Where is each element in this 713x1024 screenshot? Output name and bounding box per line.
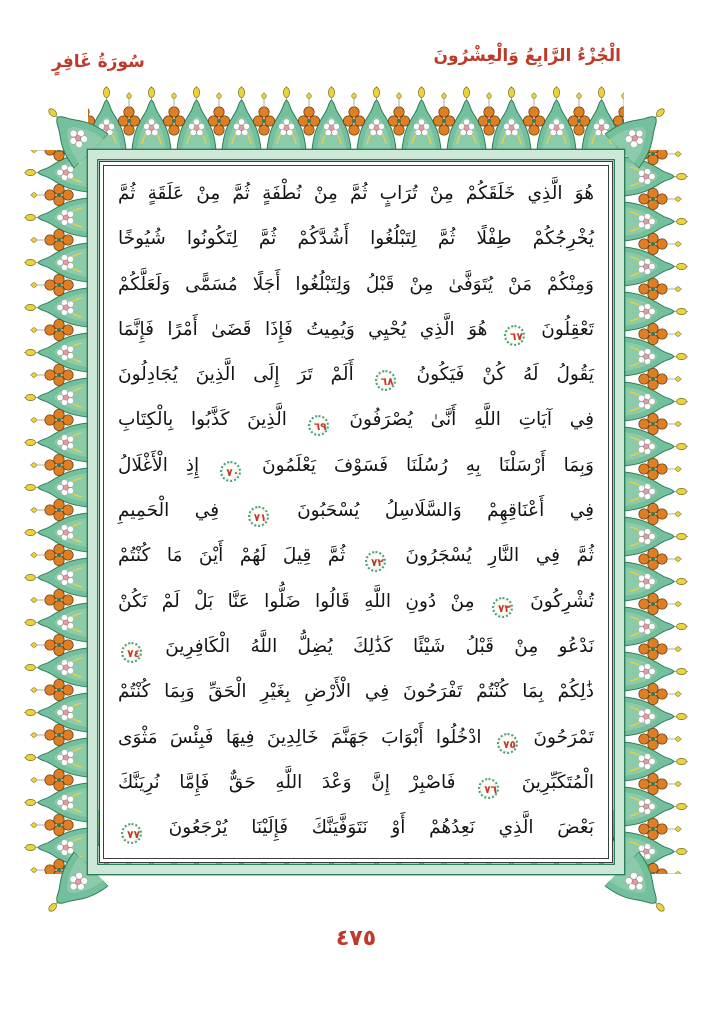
ayah-text: نَدْعُو مِنْ قَبْلُ شَيْئًا كَذَٰلِكَ يُضِلُّ اللَّهُ الْكَافِرِينَ [165, 635, 594, 657]
quran-line [118, 624, 594, 669]
quran-text-block [118, 171, 594, 850]
verse-medallion: ٦٧ [504, 325, 525, 346]
quran-line [118, 443, 594, 488]
quran-line [118, 216, 594, 261]
border-motif-unit [624, 559, 688, 604]
quran-line [118, 352, 594, 397]
border-motif-unit [444, 86, 489, 150]
border-motif-unit [24, 555, 88, 600]
border-motif-unit [624, 604, 688, 649]
border-motif-unit [624, 694, 688, 739]
juz-title: الْجُزْءُ الرَّابِعُ وَالْعِشْرُونَ [433, 46, 621, 66]
ayah-text: بَعْضَ الَّذِي نَعِدُهُمْ أَوْ نَتَوَفَّيَنَّكَ فَإِلَيْنَا يُرْجَعُونَ [168, 817, 594, 839]
surah-title: سُورَةُ غَافِرٍ [52, 52, 145, 72]
ayah-text: الَّذِينَ كَذَّبُوا بِالْكِتَابِ [118, 409, 287, 431]
border-motif-unit [24, 690, 88, 735]
border-motif-unit [24, 510, 88, 555]
quran-line [118, 579, 594, 624]
quran-line [118, 262, 594, 307]
border-motif-unit [24, 240, 88, 285]
text-frame [99, 161, 613, 863]
ayah-text: ادْخُلُوا أَبْوَابَ جَهَنَّمَ خَالِدِينَ فِيهَا فَبِئْسَ مَثْوَى [118, 726, 482, 748]
border-motif-unit [624, 334, 688, 379]
ayah-text: تَمْرَحُونَ [533, 726, 594, 748]
ayah-text: فِي أَعْنَاقِهِمْ وَالسَّلَاسِلُ يُسْحَبُونَ [297, 500, 594, 522]
verse-medallion: ٧٢ [365, 551, 386, 572]
border-motif-unit [354, 86, 399, 150]
verse-medallion: ٧٣ [492, 597, 513, 618]
verse-medallion: ٧٧ [121, 823, 142, 844]
border-motif-unit [24, 195, 88, 240]
border-motif-unit [24, 645, 88, 690]
quran-line [118, 669, 594, 714]
border-motif-unit [624, 784, 688, 829]
border-motif-unit [24, 375, 88, 420]
ayah-text: ثُمَّ فِي النَّارِ يُسْجَرُونَ [405, 545, 594, 567]
border-motif-unit [24, 735, 88, 780]
border-motif-unit [264, 86, 309, 150]
border-motif-unit [489, 86, 534, 150]
quran-line [118, 307, 594, 352]
ayah-text: فَاصْبِرْ إِنَّ وَعْدَ اللَّهِ حَقٌّ فَإِمَّا نُرِيَنَّكَ [118, 771, 456, 793]
ayah-text: تُشْرِكُونَ [530, 590, 594, 612]
border-strip-top [88, 86, 624, 150]
border-motif-unit [624, 739, 688, 784]
ayah-text: وَمِنْكُمْ مَنْ يُتَوَفَّىٰ مِنْ قَبْلُ وَلِتَبْلُغُوا أَجَلًا مُسَمًّى وَلَعَلَّكُمْ [118, 273, 594, 295]
ayah-text: إِذِ الْأَغْلَالُ [118, 454, 200, 476]
ayah-text: تَعْقِلُونَ [541, 318, 594, 340]
ayah-text: فِي الْحَمِيمِ [118, 500, 220, 522]
border-motif-unit [399, 86, 444, 150]
verse-medallion: ٦٩ [308, 415, 329, 436]
border-motif-unit [624, 244, 688, 289]
border-strip-left [24, 150, 88, 874]
ayah-text: هُوَ الَّذِي خَلَقَكُمْ مِنْ تُرَابٍ ثُمَّ مِنْ نُطْفَةٍ ثُمَّ مِنْ عَلَقَةٍ ثُمَّ [118, 183, 594, 204]
verse-medallion: ٧٤ [121, 642, 142, 663]
border-motif-unit [624, 469, 688, 514]
ayah-text: فِي آيَاتِ اللَّهِ أَنَّىٰ يُصْرَفُونَ [349, 409, 594, 431]
border-motif-unit [624, 199, 688, 244]
border-motif-unit [624, 514, 688, 559]
border-motif-unit [624, 289, 688, 334]
border-motif-unit [129, 86, 174, 150]
verse-medallion: ٧٠ [220, 461, 241, 482]
border-motif-unit [24, 420, 88, 465]
quran-line [118, 533, 594, 578]
ayah-text: الْمُتَكَبِّرِينَ [521, 771, 595, 793]
quran-line [118, 171, 594, 216]
border-motif-unit [174, 86, 219, 150]
border-motif-unit [24, 330, 88, 375]
verse-medallion: ٧٥ [497, 733, 518, 754]
ayah-text: وَبِمَا أَرْسَلْنَا بِهِ رُسُلَنَا فَسَوْفَ يَعْلَمُونَ [262, 454, 594, 476]
ayah-text: مِنْ دُونِ اللَّهِ قَالُوا ضَلُّوا عَنَّا بَلْ لَمْ نَكُنْ [118, 590, 475, 612]
ayah-text: ثُمَّ قِيلَ لَهُمْ أَيْنَ مَا كُنْتُمْ [118, 545, 346, 567]
ayah-text: أَلَمْ تَرَ إِلَى الَّذِينَ يُجَادِلُونَ [118, 364, 354, 386]
border-strip-right [624, 150, 688, 874]
quran-line [118, 397, 594, 442]
border-motif-unit [624, 649, 688, 694]
verse-medallion: ٧١ [248, 506, 269, 527]
border-motif-unit [534, 86, 579, 150]
verse-medallion: ٦٨ [375, 370, 396, 391]
quran-line [118, 805, 594, 850]
ayah-text: يَقُولُ لَهُ كُنْ فَيَكُونُ [416, 364, 594, 386]
text-frame-inner [103, 165, 609, 859]
quran-line [118, 760, 594, 805]
quran-line [118, 488, 594, 533]
page-number: ٤٧٥ [335, 926, 377, 951]
border-motif-unit [309, 86, 354, 150]
border-motif-unit [24, 465, 88, 510]
border-motif-unit [624, 379, 688, 424]
verse-medallion: ٧٦ [478, 778, 499, 799]
border-motif-unit [624, 424, 688, 469]
border-motif-unit [219, 86, 264, 150]
ayah-text: يُخْرِجُكُمْ طِفْلًا ثُمَّ لِتَبْلُغُوا أَشُدَّكُمْ ثُمَّ لِتَكُونُوا شُيُوخًا [118, 228, 594, 250]
border-motif-unit [24, 780, 88, 825]
quran-line [118, 715, 594, 760]
ayah-text: هُوَ الَّذِي يُحْيِي وَيُمِيتُ فَإِذَا قَضَىٰ أَمْرًا فَإِنَّمَا [118, 318, 488, 340]
ayah-text: ذَٰلِكُمْ بِمَا كُنْتُمْ تَفْرَحُونَ فِي الْأَرْضِ بِغَيْرِ الْحَقِّ وَبِمَا كُنْتُمْ [118, 681, 594, 703]
border-motif-unit [24, 285, 88, 330]
border-motif-unit [24, 600, 88, 645]
